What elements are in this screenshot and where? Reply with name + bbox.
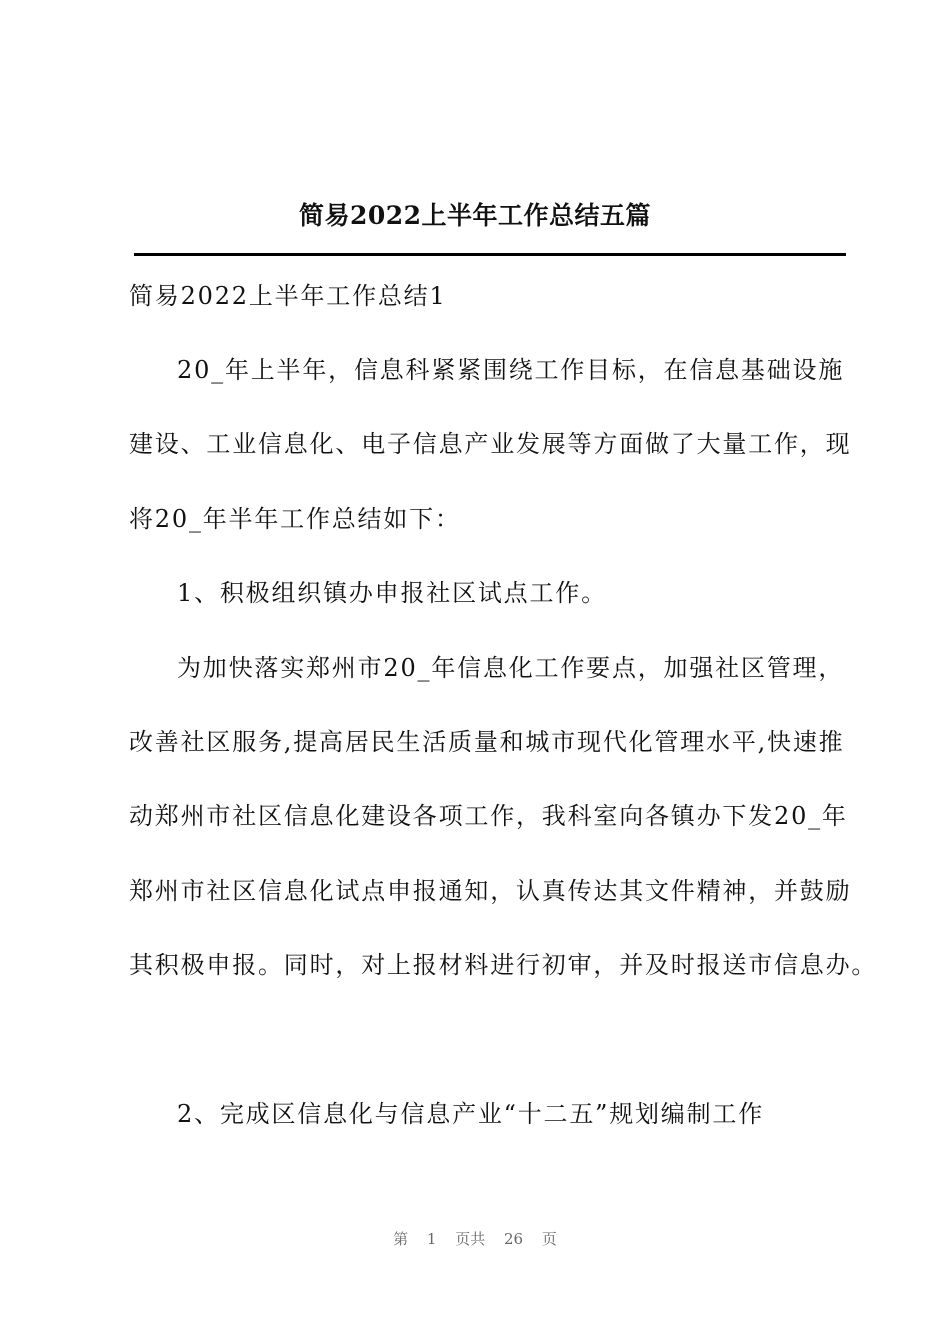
paragraph-line: 其积极申报。同时，对上报材料进行初审，并及时报送市信息办。: [129, 951, 878, 979]
footer-total-pages: 26: [504, 1230, 524, 1248]
paragraph-line: 建设、工业信息化、电子信息产业发展等方面做了大量工作，现: [129, 430, 852, 458]
footer-page-mid: 页共: [455, 1230, 486, 1248]
section-heading: 简易2022上半年工作总结1: [129, 282, 447, 310]
footer-page-number: 1: [426, 1230, 437, 1248]
list-item-heading: 1、积极组织镇办申报社区试点工作。: [177, 579, 607, 607]
paragraph-line: 20_年上半年，信息科紧紧围绕工作目标，在信息基础设施: [177, 356, 845, 384]
list-item-heading: 2、完成区信息化与信息产业“十二五”规划编制工作: [177, 1100, 765, 1128]
page-footer: [0, 1228, 950, 1249]
paragraph-line: 改善社区服务,提高居民生活质量和城市现代化管理水平,快速推: [129, 728, 845, 756]
title-divider: [134, 253, 846, 256]
document-title: 简易2022上半年工作总结五篇: [298, 201, 652, 230]
footer-page-prefix: 第: [393, 1230, 409, 1248]
paragraph-line: 将20_年半年工作总结如下：: [129, 505, 461, 533]
paragraph-line: 为加快落实郑州市20_年信息化工作要点，加强社区管理，: [177, 654, 845, 682]
paragraph-line: 郑州市社区信息化试点申报通知，认真传达其文件精神，并鼓励: [129, 877, 852, 905]
footer-page-suffix: 页: [541, 1230, 557, 1248]
paragraph-line: 动郑州市社区信息化建设各项工作，我科室向各镇办下发20_年: [129, 802, 848, 830]
